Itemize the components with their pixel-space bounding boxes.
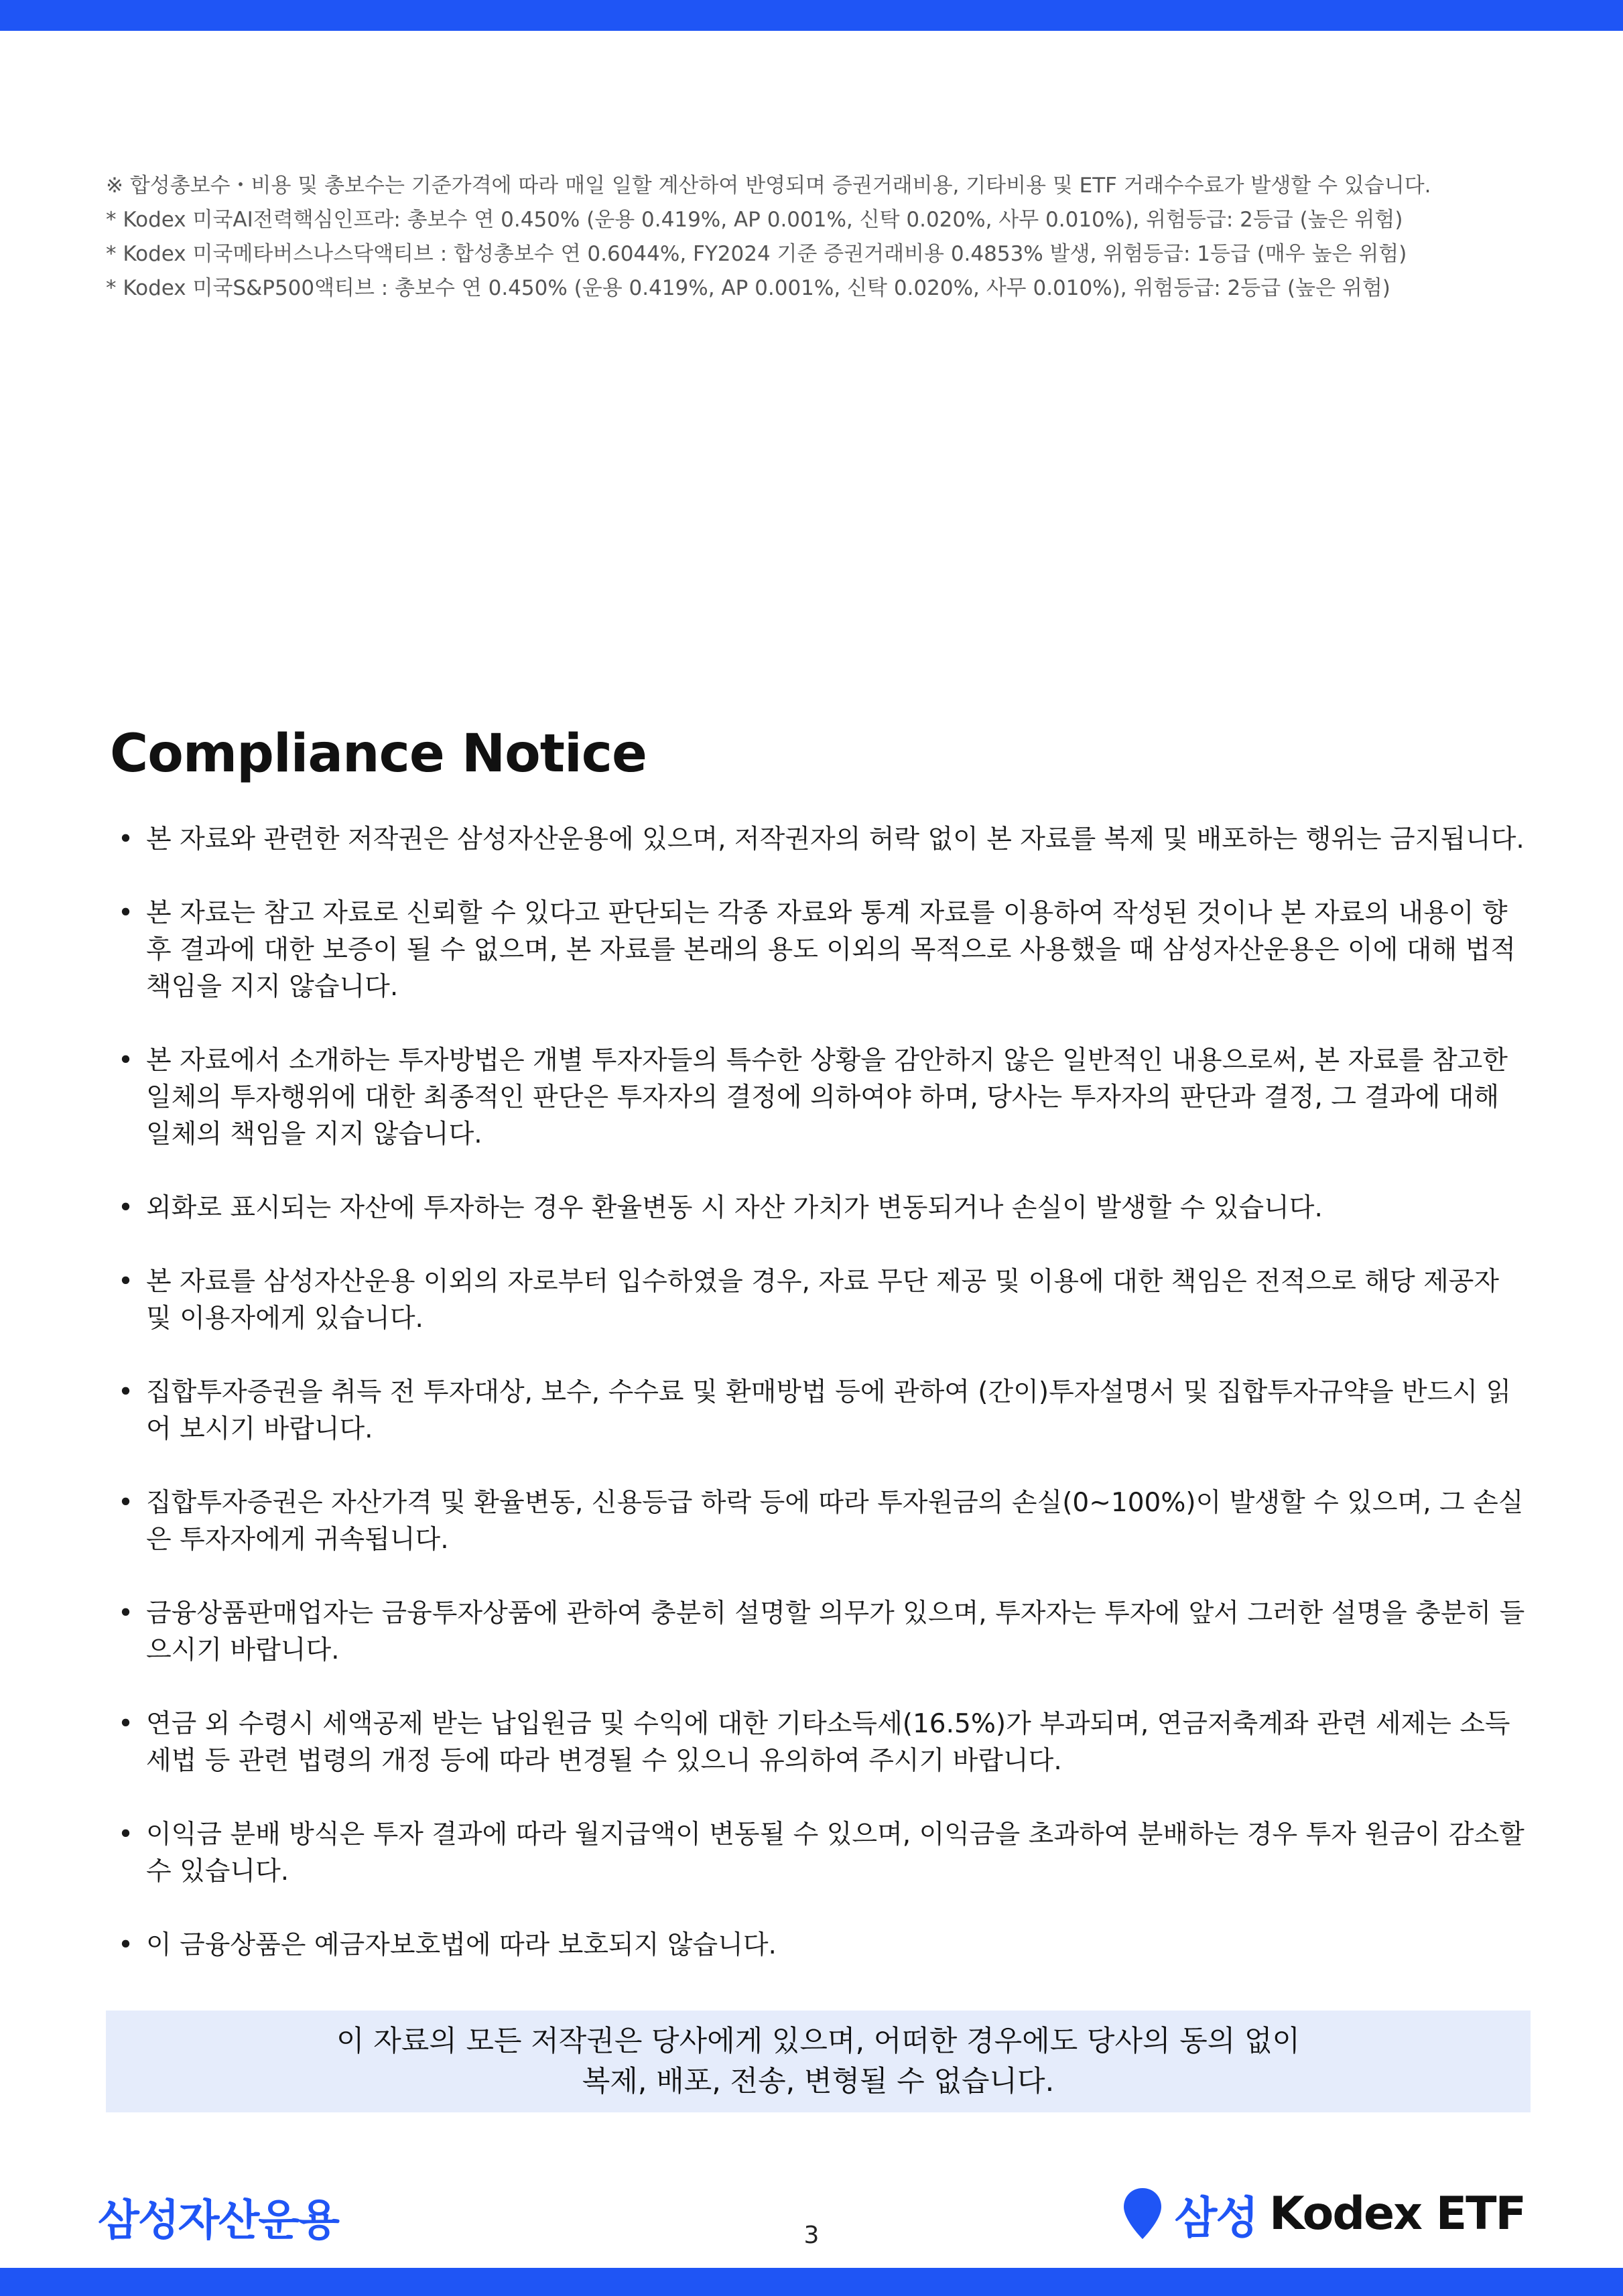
- page-title: Compliance Notice: [110, 724, 647, 784]
- fee-note: * Kodex 미국메타버스나스닥액티브 : 합성총보수 연 0.6044%, FY2024 기준 증권거래비용 0.4853% 발생, 위험등급: 1등급 (매우 높은 위험): [106, 242, 1407, 266]
- list-item: [118, 1816, 1532, 1890]
- list-item-text: 이익금 분배 방식은 투자 결과에 따라 월지급액이 변동될 수 있으며, 이익금을 초과하여 분배하는 경우 투자 원금이 감소할 수 있습니다.: [146, 1820, 1524, 1887]
- list-item: [118, 895, 1532, 1005]
- bullet: •: [118, 1267, 134, 1297]
- list-item-text: 금융상품판매업자는 금융투자상품에 관하여 충분히 설명할 의무가 있으며, 투자자는 투자에 앞서 그러한 설명을 충분히 들으시기 바랍니다.: [146, 1598, 1525, 1665]
- bullet: •: [118, 1377, 134, 1407]
- bullet: •: [118, 1598, 134, 1629]
- fee-note: ※ 합성총보수・비용 및 총보수는 기준가격에 따라 매일 일할 계산하여 반영되며 증권거래비용, 기타비용 및 ETF 거래수수료가 발생할 수 있습니다.: [106, 174, 1431, 198]
- bullet: •: [118, 1488, 134, 1518]
- list-item-text: 본 자료에서 소개하는 투자방법은 개별 투자자들의 특수한 상황을 감안하지 않은 일반적인 내용으로써, 본 자료를 참고한 일체의 투자행위에 대한 최종적인 판단은 투자자의 결정에 의하여야 하며, 당사는 투자자의 판단과 결정, 그 결과에 대해 일체의 책임을 지지 않습니다.: [146, 1045, 1508, 1149]
- list-item: [118, 1042, 1532, 1153]
- fee-note: * Kodex 미국AI전력핵심인프라: 총보수 연 0.450% (운용 0.419%, AP 0.001%, 신탁 0.020%, 사무 0.010%), 위험등급: 2등급 (높은 위험): [106, 208, 1403, 232]
- list-item-text: 집합투자증권을 취득 전 투자대상, 보수, 수수료 및 환매방법 등에 관하여 (간이)투자설명서 및 집합투자규약을 반드시 읽어 보시기 바랍니다.: [146, 1377, 1512, 1444]
- compliance-list: [118, 821, 1532, 2000]
- list-item: [118, 1263, 1532, 1337]
- list-item: [118, 1595, 1532, 1669]
- copyright-line: 이 자료의 모든 저작권은 당사에게 있으며, 어떠한 경우에도 당사의 동의 없이: [336, 2025, 1301, 2058]
- list-item-text: 집합투자증권은 자산가격 및 환율변동, 신용등급 하락 등에 따라 투자원금의 손실(0~100%)이 발생할 수 있으며, 그 손실은 투자자에게 귀속됩니다.: [146, 1488, 1524, 1555]
- list-item-text: 본 자료와 관련한 저작권은 삼성자산운용에 있으며, 저작권자의 허락 없이 본 자료를 복제 및 배포하는 행위는 금지됩니다.: [146, 824, 1524, 854]
- bullet: •: [118, 824, 134, 854]
- bullet: •: [118, 1930, 134, 1960]
- list-item-text: 본 자료를 삼성자산운용 이외의 자로부터 입수하였을 경우, 자료 무단 제공 및 이용에 대한 책임은 전적으로 해당 제공자 및 이용자에게 있습니다.: [146, 1267, 1500, 1334]
- list-item-text: 외화로 표시되는 자산에 투자하는 경우 환율변동 시 자산 가치가 변동되거나 손실이 발생할 수 있습니다.: [146, 1193, 1323, 1223]
- bottom-accent-bar: [0, 2268, 1623, 2296]
- bullet: •: [118, 1709, 134, 1739]
- list-item: [118, 821, 1532, 858]
- list-item: [118, 1374, 1532, 1448]
- fee-note: * Kodex 미국S&P500액티브 : 총보수 연 0.450% (운용 0.419%, AP 0.001%, 신탁 0.020%, 사무 0.010%), 위험등급: 2등급 (높은 위험): [106, 276, 1390, 300]
- list-item: [118, 1706, 1532, 1779]
- page-number: 3: [803, 2222, 820, 2249]
- bullet: •: [118, 1193, 134, 1223]
- list-item-text: 연금 외 수령시 세액공제 받는 납입원금 및 수익에 대한 기타소득세(16.5%)가 부과되며, 연금저축계좌 관련 세제는 소득세법 등 관련 법령의 개정 등에 따라 변경될 수 있으니 유의하여 주시기 바랍니다.: [146, 1709, 1510, 1776]
- list-item: [118, 1927, 1532, 1964]
- bullet: •: [118, 898, 134, 928]
- company-logo: 삼성자산운용: [98, 2196, 338, 2246]
- brand-logo: [1122, 2183, 1525, 2244]
- bullet: •: [118, 1820, 134, 1850]
- brand-english: Kodex ETF: [1269, 2187, 1525, 2240]
- top-accent-bar: [0, 0, 1623, 31]
- list-item: [118, 1484, 1532, 1558]
- copyright-notice-box: [106, 2011, 1531, 2112]
- brand-korean: 삼성: [1174, 2191, 1258, 2244]
- copyright-line: 복제, 배포, 전송, 변형될 수 없습니다.: [582, 2065, 1055, 2098]
- fee-notes: [106, 169, 1567, 306]
- bullet: •: [118, 1045, 134, 1076]
- location-pin-icon: [1122, 2187, 1163, 2240]
- list-item-text: 본 자료는 참고 자료로 신뢰할 수 있다고 판단되는 각종 자료와 통계 자료를 이용하여 작성된 것이나 본 자료의 내용이 향후 결과에 대한 보증이 될 수 없으며, 본 자료를 본래의 용도 이외의 목적으로 사용했을 때 삼성자산운용은 이에 대해 법적 책임을 지지 않습니다.: [146, 898, 1516, 1002]
- list-item: [118, 1190, 1532, 1226]
- list-item-text: 이 금융상품은 예금자보호법에 따라 보호되지 않습니다.: [146, 1930, 777, 1960]
